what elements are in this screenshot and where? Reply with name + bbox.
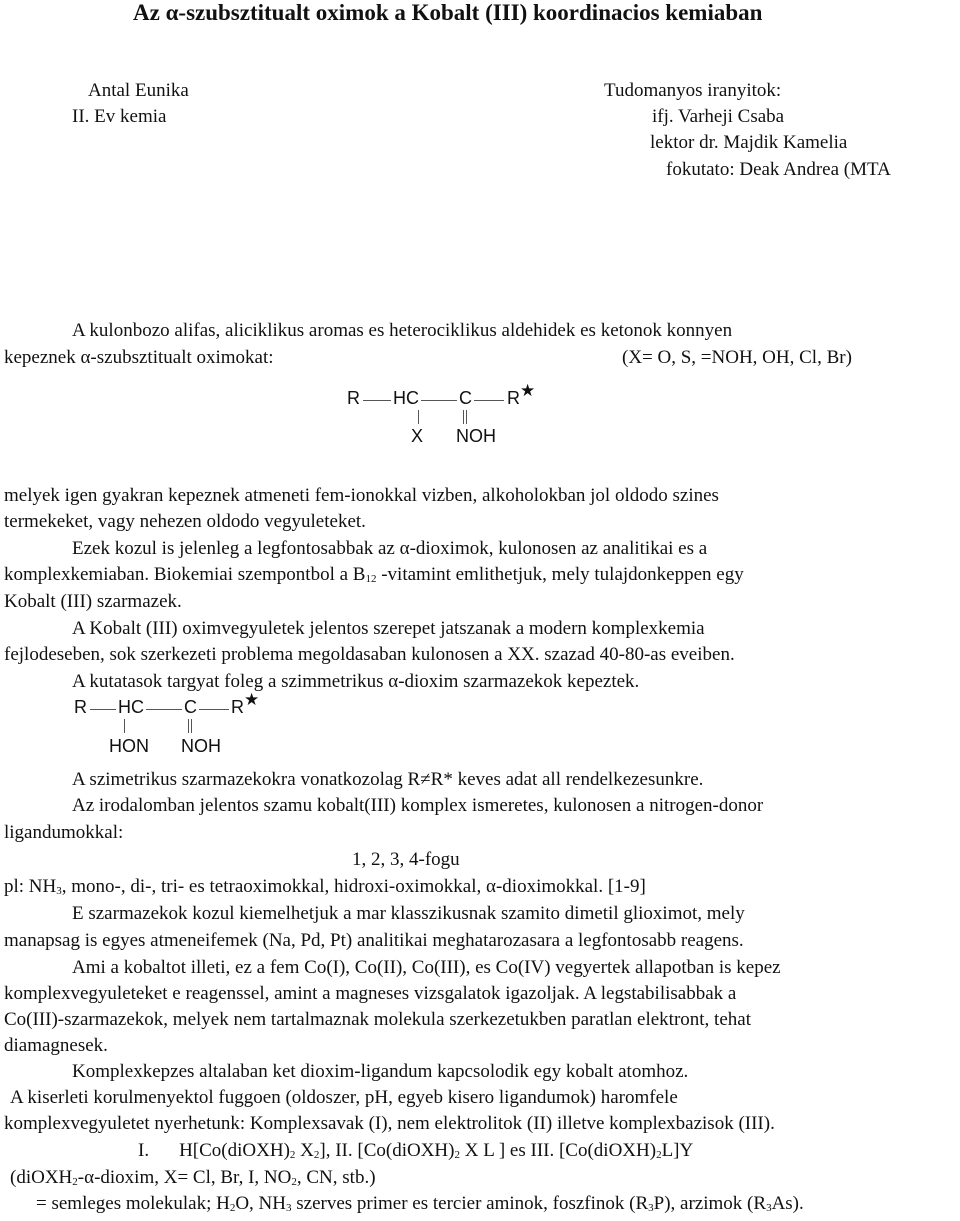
para2-line-2: Az irodalomban jelentos szamu kobalt(III) komplex ismeretes, kulonosen a nitrogen-donor: [72, 795, 764, 816]
formula-1-sub1: 2: [289, 1149, 296, 1161]
para2-line-11: diamagnesek.: [4, 1035, 108, 1056]
struct1-double-bond-a: [463, 410, 464, 424]
struct1-bond-c-r: [474, 400, 504, 401]
formula-2-c: , CN, stb.): [296, 1167, 376, 1188]
formula-3-sub1: 2: [229, 1202, 236, 1214]
para2-line-5-sub: 3: [56, 885, 62, 897]
para2-line-14: komplexvegyuletet nyerhetunk: Komplexsavak (I), nem elektrolitok (II) illetve komplexbazisok (III).: [4, 1113, 775, 1134]
formula-3-b: O, NH: [235, 1193, 286, 1214]
advisor-line-1: ifj. Varheji Csaba: [652, 106, 785, 127]
para2-line-5-a: pl: NH: [4, 876, 57, 897]
para1-line-7: fejlodeseben, sok szerkezeti problema megoldasaban kulonosen a XX. szazad 40-80-as eveiben.: [4, 644, 735, 665]
struct2-rstar: [231, 690, 260, 718]
para1-line-4-sub: 12: [365, 573, 377, 585]
para1-line-5: Kobalt (III) szarmazek.: [4, 591, 182, 612]
formula-1-c: ], II. [Co(diOXH): [319, 1140, 455, 1161]
formula-2-b: -α-dioxim, X= Cl, Br, I, NO: [77, 1167, 292, 1188]
advisor-line-3: fokutato: Deak Andrea (MTA: [666, 159, 891, 180]
formula-line-1: [138, 1138, 693, 1168]
para2-line-6: E szarmazekok kozul kiemelhetjuk a mar klasszikusnak szamito dimetil glioximot, mely: [72, 903, 745, 924]
para1-line-4-a: komplexkemiaban. Biokemiai szempontbol a B: [4, 564, 366, 585]
intro-line-2-left: kepeznek α-szubsztitualt oximokat:: [4, 347, 274, 368]
author-name: Antal Eunika: [88, 80, 189, 101]
formula-3-sub2: 3: [286, 1202, 292, 1214]
para2-line-4: 1, 2, 3, 4-fogu: [352, 849, 460, 870]
para1-line-4-b: -vitamint emlithetjuk, mely tulajdonkeppen egy: [376, 564, 744, 585]
formula-3-e: As).: [771, 1193, 804, 1214]
struct1-rstar-letter: R: [507, 388, 520, 408]
formula-line-3: [36, 1191, 804, 1221]
formula-2-a: (diOXH: [10, 1167, 73, 1188]
star-icon: ★: [520, 381, 536, 400]
para2-line-13: A kiserleti korulmenyektol fuggoen (oldoszer, pH, egyeb kisero ligandumok) haromfele: [10, 1087, 678, 1108]
para2-line-10: Co(III)-szarmazekok, melyek nem tartalmaznak molekula szerkezetukben paratlan elektront, tehat: [4, 1009, 751, 1030]
formula-1-sub3: 2: [454, 1149, 460, 1161]
formula-1-d: X L ] es III. [Co(diOXH): [459, 1140, 657, 1161]
para1-line-2: termekeket, vagy nehezen oldodo vegyuleteket.: [4, 511, 366, 532]
para2-line-9: komplexvegyuleteket e reagenssel, amint a magneses vizsgalatok igazoljak. A legstabilisabbak a: [4, 983, 737, 1004]
struct2-bond-r-hc: [90, 709, 116, 710]
struct1-hc: HC: [393, 388, 419, 408]
struct2-hon: HON: [109, 736, 149, 756]
para2-line-5-b: , mono-, di-, tri- es tetraoximokkal, hidroxi-oximokkal, α-dioximokkal. [1-9]: [61, 876, 646, 897]
struct1-c: C: [459, 388, 472, 408]
para2-line-7: manapsag is egyes atmeneifemek (Na, Pd, Pt) analitikai meghatarozasara a legfontosabb reagens.: [4, 930, 744, 951]
formula-1-b: X: [295, 1140, 314, 1161]
struct1-bond-r-hc: [363, 400, 391, 401]
struct2-bond-hc-c: [146, 709, 182, 710]
struct1-noh: NOH: [456, 426, 496, 446]
formula-3-c: szerves primer es tercier aminok, foszfinok (R: [291, 1193, 649, 1214]
para2-line-12: Komplexkepzes altalaban ket dioxim-ligandum kapcsolodik egy kobalt atomhoz.: [72, 1061, 689, 1082]
para1-line-1: melyek igen gyakran kepeznek atmeneti fem-ionokkal vizben, alkoholokban jol oldodo szines: [4, 485, 719, 506]
struct2-c: C: [184, 697, 197, 717]
struct1-x: X: [411, 426, 424, 446]
struct2-double-bond-b: [191, 719, 192, 733]
formula-2-sub2: 2: [291, 1176, 297, 1188]
advisor-line-2: lektor dr. Majdik Kamelia: [650, 132, 848, 153]
formula-1-num: I.: [138, 1140, 150, 1161]
para1-line-8: A kutatasok targyat foleg a szimmetrikus α-dioxim szarmazekok kepeztek.: [72, 671, 640, 692]
struct2-bond-hc-hon: [124, 719, 125, 733]
para1-line-6: A Kobalt (III) oximvegyuletek jelentos szerepet jatszanak a modern komplexkemia: [72, 618, 705, 639]
star-icon: ★: [244, 690, 260, 709]
struct2-bond-c-r: [199, 709, 229, 710]
para1-line-4: [4, 562, 744, 592]
para2-line-5: [4, 874, 646, 904]
intro-line-2-right: (X= O, S, =NOH, OH, Cl, Br): [622, 347, 852, 368]
struct1-double-bond-b: [466, 410, 467, 424]
formula-1-a: H[Co(diOXH): [179, 1140, 290, 1161]
formula-3-sub3: 3: [648, 1202, 654, 1214]
struct1-r: R: [347, 388, 360, 408]
formula-1-e: L]Y: [661, 1140, 694, 1161]
formula-2-sub1: 2: [72, 1176, 78, 1188]
struct2-rstar-letter: R: [231, 697, 244, 717]
struct1-bond-hc-c: [421, 400, 457, 401]
para1-line-3: Ezek kozul is jelenleg a legfontosabbak az α-dioximok, kulonosen az analitikai es a: [72, 538, 708, 559]
author-class: II. Ev kemia: [72, 106, 167, 127]
advisors-heading: Tudomanyos iranyitok:: [604, 80, 782, 101]
page-title: Az α-szubsztitualt oximok a Kobalt (III) koordinacios kemiaban: [133, 0, 763, 25]
formula-3-d: P), arzimok (R: [653, 1193, 767, 1214]
intro-line-1: A kulonbozo alifas, aliciklikus aromas es heterociklikus aldehidek es ketonok konnyen: [72, 320, 733, 341]
formula-3-a: = semleges molekulak; H: [36, 1193, 230, 1214]
struct2-r: R: [74, 697, 87, 717]
struct1-rstar: [507, 381, 536, 409]
formula-1-sub2: 2: [313, 1149, 320, 1161]
struct2-noh: NOH: [181, 736, 221, 756]
para2-line-1: A szimetrikus szarmazekokra vonatkozolag R≠R* keves adat all rendelkezesunkre.: [72, 769, 704, 790]
formula-3-sub4: 3: [766, 1202, 772, 1214]
struct2-hc: HC: [118, 697, 144, 717]
para2-line-8: Ami a kobaltot illeti, ez a fem Co(I), Co(II), Co(III), es Co(IV) vegyertek allapotban is kepez: [72, 957, 781, 978]
formula-1-sub4: 2: [656, 1149, 662, 1161]
para2-line-3: ligandumokkal:: [4, 822, 124, 843]
struct2-double-bond-a: [188, 719, 189, 733]
struct1-bond-hc-x: [418, 410, 419, 424]
